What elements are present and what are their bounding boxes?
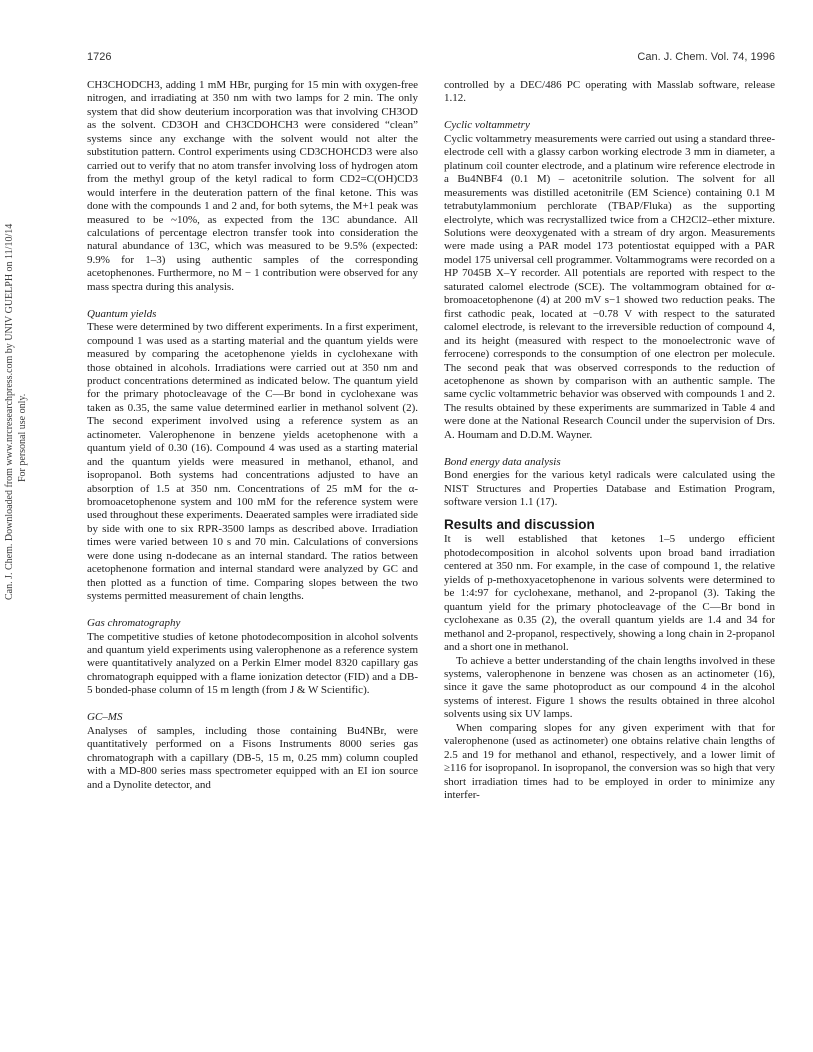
heading-cyclic-voltammetry: Cyclic voltammetry: [444, 119, 530, 132]
watermark-line-1: Can. J. Chem. Downloaded from www.nrcresearchpress.com by UNIV GUELPH on 11/10/14: [4, 223, 15, 600]
paragraph-results-2: To achieve a better understanding of the chain lengths involved in these systems, valerophenone in benzene was chosen as an actinometer (16), since it gave the same photoproduct as our compound 4 in the alcohol systems of interest. Figure 1 shows the results obtained in three alcohol solvents using six UV lamps.: [444, 654, 775, 721]
paragraph-results-3: When comparing slopes for any given experiment with that for valerophenone (used as actinometer) one obtains relative chain lengths of 2.5 and 19 for methanol and ethanol, respectively, and a lower limit of ≥116 for isopropanol. In isopropanol, the conversion was so high that very short irradiation times had to be employed in order to minimize any interfer-: [444, 721, 775, 802]
paragraph-masslab: controlled by a DEC/486 PC operating with Masslab software, release 1.12.: [444, 79, 775, 105]
paragraph-bond-energy: Bond energies for the various ketyl radicals were calculated using the NIST Structures and Properties Database and Estimation Program, software version 1.1 (17).: [444, 469, 775, 509]
heading-bond-energy: Bond energy data analysis: [444, 455, 561, 468]
paragraph-results-1: It is well established that ketones 1–5 undergo efficient photodecomposition in alcohol solvents upon broad band irradiation centered at 350 nm. For example, in the case of compound 1, the relative yields of p-methoxyacetophenone in various solvents were determined to be 1:4:97 for cyclohexane, methanol, and 2-propanol (3). Taking the quantum yield for the primary photocleavage of the C—Br bond in cyclohexane as 0.35 (2), the overall quantum yields are 1.4 and 34 for methanol and 2-propanol, respectively, showing a long chain in 2-propanol and a short one in methanol.: [444, 533, 775, 654]
journal-citation: Can. J. Chem. Vol. 74, 1996: [637, 51, 775, 63]
left-column: [87, 79, 418, 792]
heading-results-discussion: Results and discussion: [444, 517, 595, 533]
right-column: [444, 79, 775, 803]
download-watermark: [4, 80, 29, 600]
paragraph-gas-chromatography: The competitive studies of ketone photodecomposition in alcohol solvents and quantum yield experiments using valerophenone as a reference system were quantitatively analyzed on a Perkin Elmer model 8320 capillary gas chromatograph equipped with a flame ionization detector (FID) and a DB-5 bonded-phase column of 15 m length (from J & W Scientific).: [87, 630, 418, 697]
page-number: 1726: [87, 51, 112, 63]
paragraph-deuterium: CH3CHODCH3, adding 1 mM HBr, purging for 15 min with oxygen-free nitrogen, and irradiating at 350 nm with two lamps for 2 min. The only system that did show deuterium incorporation was that involving CH3OD as the solvent. CD3OH and CH3CDOHCH3 were considered “clean” systems since any exchange with the solvent would not alter the substitution pattern. Control experiments using CD3CHOHCD3 were also carried out to verify that no atom transfer involving loss of hydrogen atom from the methyl group of the ketyl radical to form CD2=C(OH)CD3 would interfere in the deuteration pattern of the final ketone. This was done with the compounds 1 and 2 and, for both sytems, the M+1 peak was measured to be ~10%, as expected from the 13C abundance. All calculations of percentage electron transfer took into consideration the natural abundance of 13C, which was measured to be 9.5% (expected: 9.9% for 1–3) using authentic samples of the corresponding acetophenones. Furthermore, no M − 1 contribution were observed for any mass spectra during this analysis.: [87, 79, 418, 293]
paragraph-gc-ms: Analyses of samples, including those containing Bu4NBr, were quantitatively performed on a Fisons Instruments 8000 series gas chromatograph with a capillary (DB-5, 15 m, 0.25 mm) column coupled with a MD-800 series mass spectrometer equipped with an EI ion source and a Dynolite detector, and: [87, 724, 418, 791]
paragraph-cyclic-voltammetry: Cyclic voltammetry measurements were carried out using a standard three-electrode cell with a glassy carbon working electrode 3 mm in diameter, a platinum coil counter electrode, and a platinum wire reference electrode in a Bu4NBF4 (0.1 M) – acetonitrile solution. The solvent for all measurements was distilled acetonitrile (EM Science) containing 0.1 M tetrabutylammonium perchlorate (TBAP/Fluka) as the supporting electrolyte, which was recrystallized twice from a CH2Cl2–ether mixture. Solutions were deoxygenated with a stream of dry argon. Measurements were made using a PAR model 173 potentiostat equipped with a PAR model 175 universal cell programmer. Voltammograms were recorded on a HP 7045B X–Y recorder. All potentials are reported with respect to the saturated calomel electrode (SCE). The voltammogram obtained for α-bromoacetophenone (4) at 200 mV s−1 showed two reduction peaks. The first cathodic peak, located at −0.78 V with respect to the saturated calomel electrode, is relevant to the irreversible reduction of compound 4, and its height (measured with respect to the monoelectronic wave of ferrocene) corresponds to the consumption of one electron per molecule. The second peak that was observed corresponds to the reduction of acetophenone as shown by comparison with an authentic sample. The same cyclic voltammetric behavior was observed with compounds 1 and 2. The results obtained by these experiments are summarized in Table 4 and were done at the National Research Council under the supervision of Drs. A. Houmam and D.D.M. Wayner.: [444, 132, 775, 441]
paragraph-quantum-yields: These were determined by two different experiments. In a first experiment, compound 1 was used as a starting material and the quantum yields were measured by comparing the acetophenone yields in cyclohexane with those obtained in alcohols. Irradiations were carried out at 350 nm and product concentrations determined as indicated below. The quantum yield for the primary photocleavage of the C—Br bond in cyclohexane was taken as 0.35, the same value determined earlier in methanol solvent (2). The second experiment involved using a reference system as an actinometer. Valerophenone in benzene yields acetophenone with a quantum yield of 0.30 (16). Compound 4 was used as a starting material and the quantum yields were measured in methanol, ethanol, and isopropanol. Both systems had concentrations adjusted to have an absorption of 1.5 at 350 nm. Concentrations of 25 mM for the α-bromoacetophenone system and 100 mM for the reference system were used throughout these experiments. Deaerated samples were irradiated side by side with one to six RPR-3500 lamps as described above. Irradiation times were varied between 10 s and 70 min. Calculations of conversions were done using n-dodecane as an internal standard. The ratios between acetophenone formation and internal standard were analyzed by GC and then plotted as a function of time. Comparing slopes between the two systems permitted measurement of chain lengths.: [87, 321, 418, 603]
heading-quantum-yields: Quantum yields: [87, 307, 157, 320]
heading-gc-ms: GC–MS: [87, 711, 123, 724]
watermark-line-2: For personal use only.: [16, 393, 28, 482]
running-head: [87, 51, 775, 65]
heading-gas-chromatography: Gas chromatography: [87, 617, 181, 630]
